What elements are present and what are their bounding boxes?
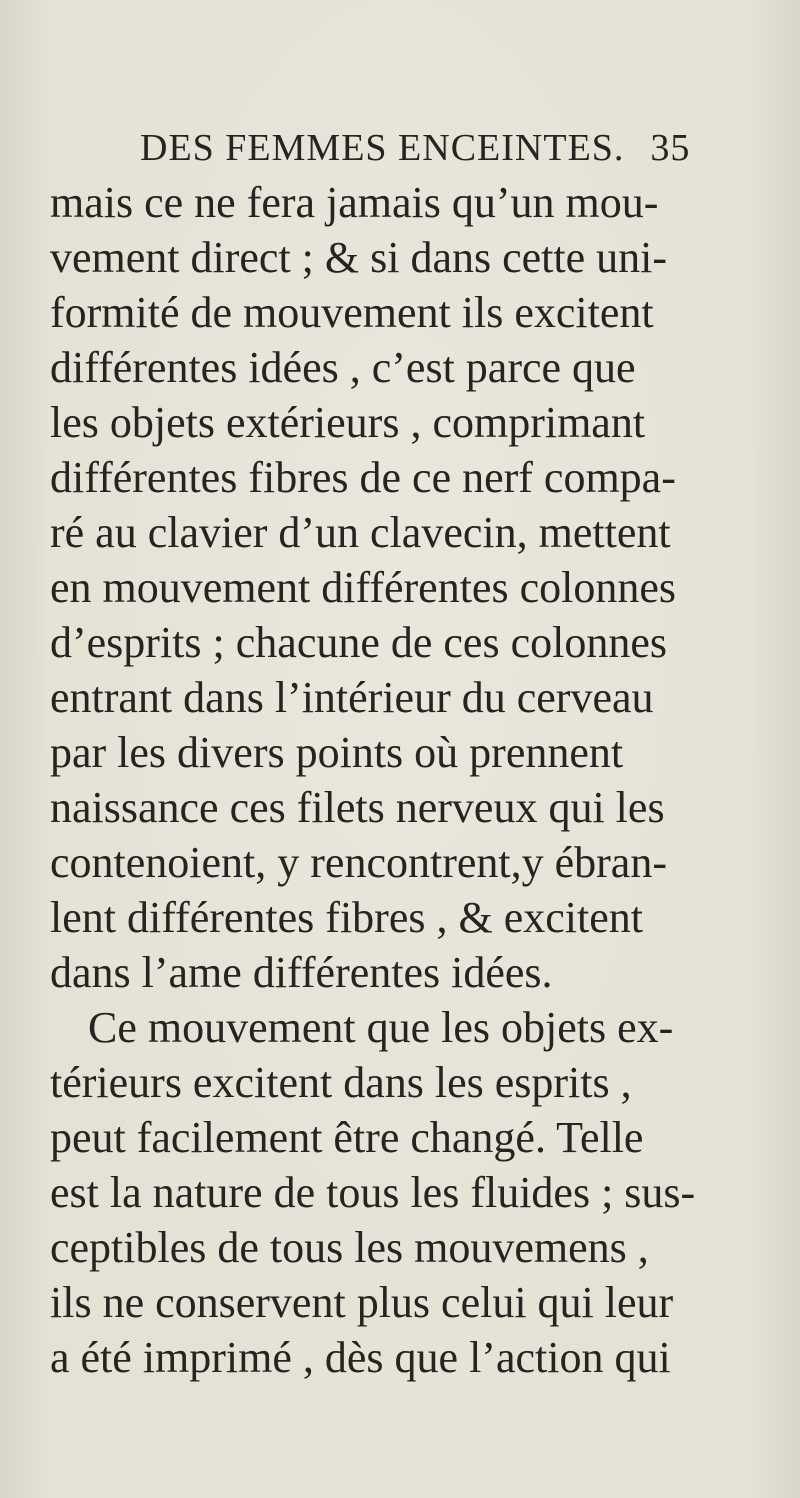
text-line: Ce mouvement que les objets ex- [88, 1003, 674, 1052]
text-line: a été imprimé , dès que l’action qui [50, 1333, 671, 1382]
text-line: formité de mouvement ils excitent [50, 288, 654, 337]
text-line: contenoient, y rencontrent,y ébran- [50, 838, 667, 887]
page-number: 35 [650, 127, 691, 169]
running-head-title: DES FEMMES ENCEINTES. [140, 127, 625, 169]
text-line: entrant dans l’intérieur du cerveau [50, 673, 654, 722]
text-line: différentes fibres de ce nerf compa- [50, 453, 676, 502]
text-line: les objets extérieurs , comprimant [50, 398, 646, 447]
text-line: dans l’ame différentes idées. [50, 948, 553, 997]
text-line: ils ne conservent plus celui qui leur [50, 1278, 674, 1327]
text-line: lent différentes fibres , & excitent [50, 893, 643, 942]
text-line: peut facilement être changé. Telle [50, 1113, 644, 1162]
text-line: en mouvement différentes colonnes [50, 563, 676, 612]
text-line: d’esprits ; chacune de ces colonnes [50, 618, 667, 667]
text-line: mais ce ne fera jamais qu’un mou- [50, 178, 659, 227]
text-line: ré au clavier d’un clavecin, mettent [50, 508, 671, 557]
text-line: ceptibles de tous les mouvemens , [50, 1223, 649, 1272]
text-line: différentes idées , c’est parce que [50, 343, 636, 392]
text-line: vement direct ; & si dans cette uni- [50, 233, 668, 282]
text-line: par les divers points où prennent [50, 728, 624, 777]
text-line: est la nature de tous les fluides ; sus- [50, 1168, 696, 1217]
text-line: térieurs excitent dans les esprits , [50, 1058, 632, 1107]
text-line: naissance ces filets nerveux qui les [50, 783, 665, 832]
